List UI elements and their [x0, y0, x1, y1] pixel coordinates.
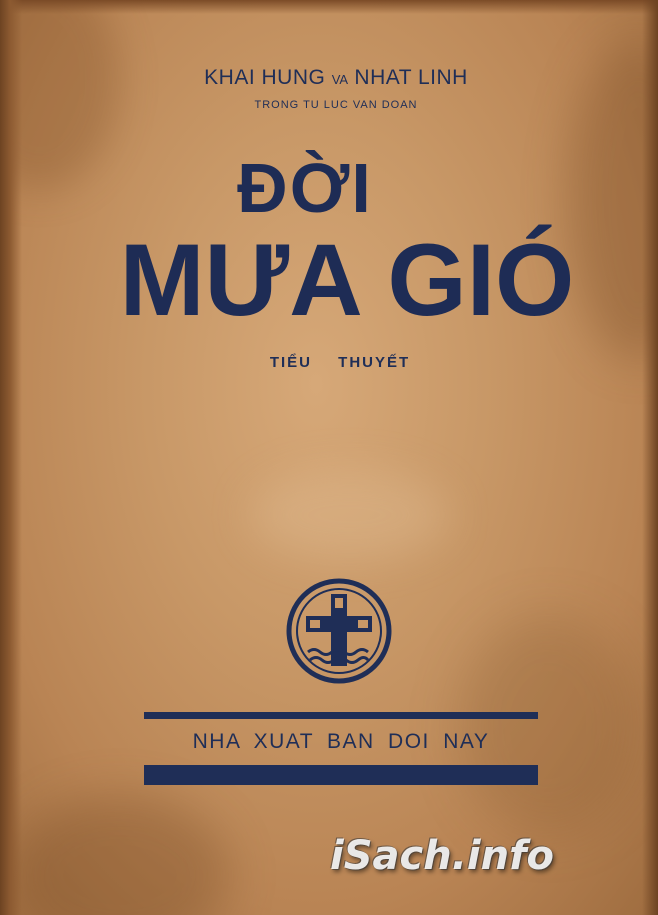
author-1: KHAI HUNG	[204, 66, 326, 89]
publisher-rule-top	[144, 712, 538, 719]
publisher-name: NHA XUAT BAN DOI NAY	[192, 730, 490, 753]
literary-group: TRONG TU LUC VAN DOAN	[254, 99, 418, 111]
author-2: NHAT LINH	[354, 66, 468, 89]
worn-spine-edge	[0, 0, 22, 915]
paper-stain	[458, 615, 638, 835]
title-line-1: ĐỜI	[237, 149, 373, 227]
publisher-rule-bottom	[144, 765, 538, 785]
genre-label: TIỂU THUYẾT	[269, 354, 411, 371]
author-line	[150, 66, 522, 90]
site-watermark: iSach.info	[330, 833, 554, 879]
paper-highlight	[250, 470, 450, 560]
paper-stain	[10, 795, 230, 915]
author-connector: VA	[331, 72, 349, 87]
title-line-2: MƯA GIÓ	[119, 223, 575, 337]
worn-top-edge	[0, 0, 658, 14]
worn-right-edge	[642, 0, 658, 915]
publisher-emblem-icon	[284, 576, 394, 686]
